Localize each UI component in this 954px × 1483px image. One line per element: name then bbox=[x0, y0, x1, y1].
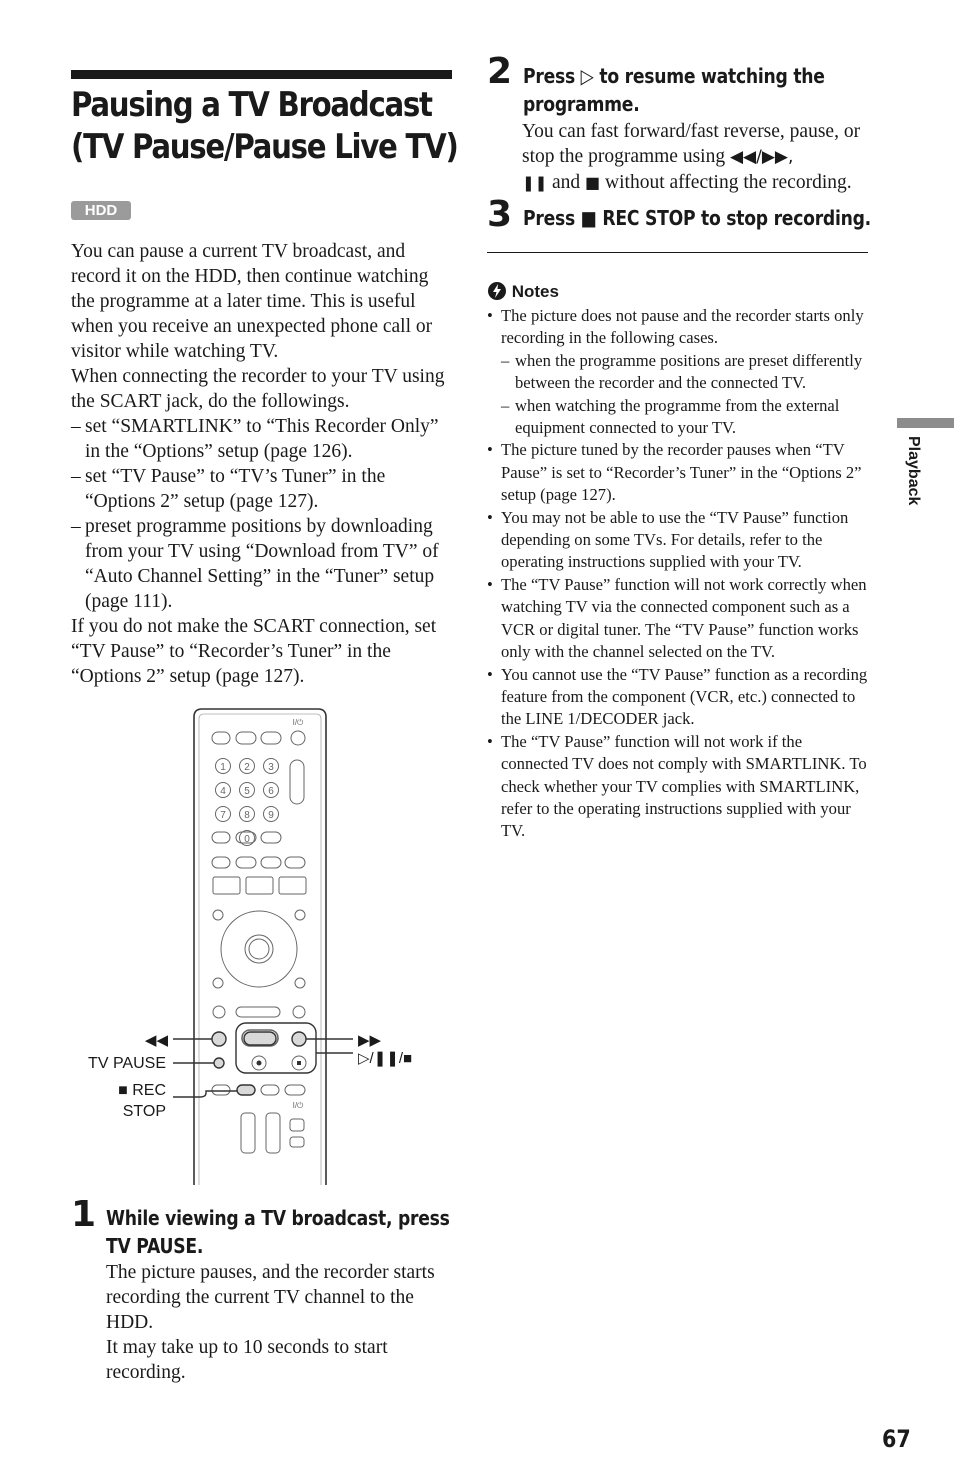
step-2-text: without affecting the recording. bbox=[600, 172, 852, 193]
digit-key-label: 8 bbox=[244, 810, 250, 821]
step-3-number: 3 bbox=[487, 194, 513, 235]
intro-section bbox=[71, 239, 456, 689]
notes-icon bbox=[487, 281, 507, 301]
step-2-heading-text: Press bbox=[523, 64, 581, 88]
step-3-heading-text: REC STOP to stop recording. bbox=[596, 206, 871, 230]
digit-key-label: 3 bbox=[268, 762, 274, 773]
play-pause-stop-label: ▷/❚❚/■ bbox=[358, 1050, 413, 1067]
note-item: • The “TV Pause” function will not work correctly when watching TV via the connected component such as a VCR or digital tuner. The “TV Pause” function works only with the channel selected on the TV. bbox=[487, 574, 869, 664]
note-item: • The “TV Pause” function will not work if the connected TV does not comply with SMARTLINK. To check whether your TV complies with SMARTLINK, refer to the operating instructions supplied with your TV. bbox=[487, 731, 869, 843]
note-text: • The picture does not pause and the recorder starts only recording in the following cases. bbox=[501, 306, 864, 348]
rewind-ff-icon: ◀◀/▶▶, bbox=[729, 147, 794, 167]
note-item: • You cannot use the “TV Pause” function as a recording feature from the component (VCR, etc.) connected to the LINE 1/DECODER jack. bbox=[487, 664, 869, 731]
step-1-text: The picture pauses, and the recorder starts recording the current TV channel to the HDD. bbox=[106, 1262, 435, 1333]
stop-icon: ■ bbox=[580, 206, 597, 230]
intro-list-item: – preset programme positions by downloading from your TV using “Download from TV” of “Auto Channel Setting” in the “Tuner” setup (page 111). bbox=[71, 514, 456, 614]
rewind-label: ◀◀ bbox=[144, 1032, 168, 1049]
step-1-text: It may take up to 10 seconds to start recording. bbox=[106, 1337, 388, 1383]
note-item: • You may not be able to use the “TV Pause” function depending on some TVs. For details, refer to the operating instructions supplied with your TV. bbox=[487, 507, 869, 574]
notes-heading-text: Notes bbox=[511, 282, 559, 301]
intro-list-item: – set “TV Pause” to “TV’s Tuner” in the “Options 2” setup (page 127). bbox=[71, 464, 456, 514]
step-2-heading bbox=[523, 62, 825, 118]
step-2-number: 2 bbox=[487, 51, 513, 92]
note-item: • The picture tuned by the recorder pauses when “TV Pause” is set to “Recorder’s Tuner” in the “Options 2” setup (page 127). bbox=[487, 439, 869, 506]
notes-list bbox=[487, 305, 869, 843]
intro-paragraph-2: When connecting the recorder to your TV using the SCART jack, do the followings. bbox=[71, 366, 445, 412]
page-title-line1: Pausing a TV Broadcast bbox=[71, 85, 432, 125]
step-3-heading bbox=[523, 204, 871, 232]
notes-heading bbox=[487, 281, 559, 303]
step-2-text: You can fast forward/fast reverse, pause, or stop the programme using bbox=[522, 121, 861, 167]
step-2-heading-text: to resume watching the bbox=[593, 64, 825, 88]
section-divider bbox=[487, 252, 868, 253]
step-3-heading-text: Press bbox=[523, 206, 581, 230]
page-title-line2: (TV Pause/Pause Live TV) bbox=[71, 127, 458, 167]
step-1-heading-line2: TV PAUSE. bbox=[106, 1234, 204, 1258]
hdd-badge: HDD bbox=[71, 201, 131, 220]
pause-icon: ❚❚ bbox=[522, 174, 548, 192]
side-tab-label: Playback bbox=[905, 436, 922, 506]
step-1-body bbox=[106, 1260, 451, 1385]
digit-key-label: 7 bbox=[220, 810, 226, 821]
step-2-heading-line2: programme. bbox=[523, 92, 640, 116]
tv-pause-label: TV PAUSE bbox=[88, 1055, 166, 1072]
step-1-heading bbox=[106, 1204, 450, 1260]
intro-paragraph-3: If you do not make the SCART connection, set “TV Pause” to “Recorder’s Tuner” in the “Options 2” setup (page 127). bbox=[71, 616, 437, 687]
digit-key-label: 5 bbox=[244, 786, 250, 797]
note-subitem: – when the programme positions are preset differently between the recorder and the connected TV. bbox=[487, 350, 869, 395]
title-rule bbox=[71, 70, 452, 79]
step-1-number: 1 bbox=[71, 1194, 97, 1235]
page-number: 67 bbox=[882, 1425, 911, 1453]
digit-key-label: 0 bbox=[244, 834, 250, 845]
remote-control-illustration bbox=[70, 705, 440, 1185]
step-2-text: and bbox=[547, 172, 586, 193]
play-symbol-icon: ▷ bbox=[580, 64, 594, 88]
digit-key-label: 6 bbox=[268, 786, 274, 797]
digit-key-label: 2 bbox=[244, 762, 250, 773]
power-symbol: I/⏻ bbox=[292, 718, 304, 727]
rec-stop-label: ■ REC bbox=[118, 1082, 166, 1099]
side-tab-bar bbox=[897, 418, 954, 428]
intro-paragraph-1: You can pause a current TV broadcast, and record it on the HDD, then continue watching the programme at a later time. This is useful when you receive an unexpected phone call or visitor while watching TV. bbox=[71, 241, 433, 362]
stop-icon: ■ bbox=[585, 173, 601, 192]
power-symbol: I/⏻ bbox=[292, 1101, 304, 1110]
step-2-body bbox=[522, 119, 872, 196]
digit-key-label: 4 bbox=[220, 786, 226, 797]
rec-stop-label-line2: STOP bbox=[122, 1103, 166, 1120]
fast-forward-label: ▶▶ bbox=[358, 1032, 382, 1049]
step-1-heading-line1: While viewing a TV broadcast, press bbox=[106, 1206, 450, 1230]
note-item bbox=[487, 305, 869, 350]
digit-key-label: 9 bbox=[268, 810, 274, 821]
note-subitem: – when watching the programme from the external equipment connected to your TV. bbox=[487, 395, 869, 440]
intro-list-item: – set “SMARTLINK” to “This Recorder Only” in the “Options” setup (page 126). bbox=[71, 414, 456, 464]
page-title bbox=[71, 84, 458, 168]
digit-key-label: 1 bbox=[220, 762, 226, 773]
